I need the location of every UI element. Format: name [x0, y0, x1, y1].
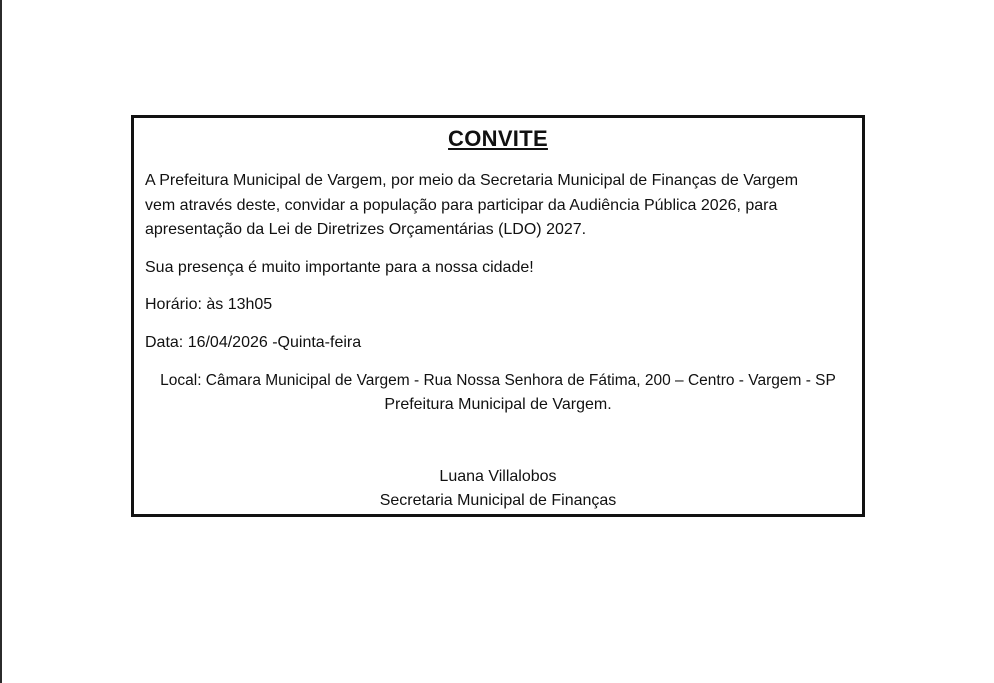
- window-left-edge: [0, 0, 2, 683]
- time-text: Horário: às 13h05: [145, 296, 273, 313]
- date-text: Data: 16/04/2026 -Quinta-feira: [145, 334, 362, 351]
- intro-line-3: apresentação da Lei de Diretrizes Orçamentárias (LDO) 2027.: [145, 221, 587, 238]
- presence-text: Sua presença é muito importante para a nossa cidade!: [145, 259, 534, 276]
- signature-role: Secretaria Municipal de Finanças: [379, 492, 617, 509]
- invitation-title: CONVITE: [448, 126, 548, 151]
- intro-line-2: vem através deste, convidar a população para participar da Audiência Pública 2026, para: [145, 196, 778, 214]
- invitation-box: [131, 115, 865, 517]
- organization-text: Prefeitura Municipal de Vargem.: [384, 396, 612, 413]
- signature-name: Luana Villalobos: [439, 468, 557, 485]
- intro-line-1: A Prefeitura Municipal de Vargem, por meio da Secretaria Municipal de Finanças de Vargem: [145, 172, 799, 189]
- location-text: Local: Câmara Municipal de Vargem - Rua Nossa Senhora de Fátima, 200 – Centro - Vargem - SP: [160, 372, 836, 389]
